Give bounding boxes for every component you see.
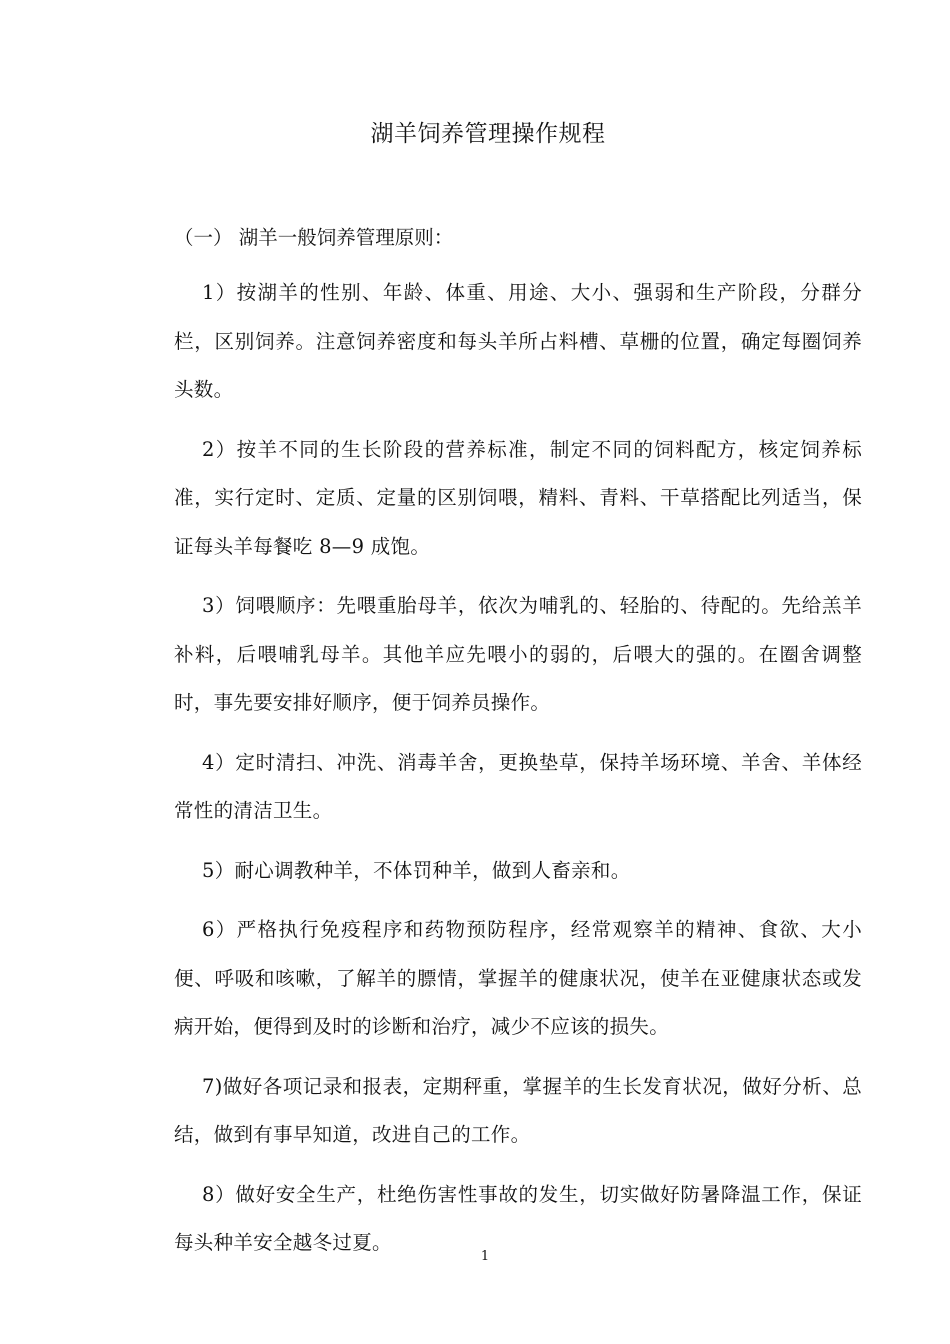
principle-item-3: 3）饲喂顺序：先喂重胎母羊，依次为哺乳的、轻胎的、待配的。先给羔羊补料，后喂哺乳母羊。其他羊应先喂小的弱的，后喂大的强的。在圈舍调整时，事先要安排好顺序，便于饲养员操作。 [174,594,862,714]
principles-list [174,269,862,1279]
principle-item-2: 2）按羊不同的生长阶段的营养标准，制定不同的饲料配方，核定饲养标准，实行定时、定质、定量的区别饲喂，精料、青料、干草搭配比列适当，保证每头羊每餐吃 8—9 成饱。 [174,437,862,558]
section-heading: （一） 湖羊一般饲养管理原则： [174,226,454,249]
principle-item-5: 5）耐心调教种羊，不体罚种羊，做到人畜亲和。 [202,858,631,882]
principle-item-6: 6）严格执行免疫程序和药物预防程序，经常观察羊的精神、食欲、大小便、呼吸和咳嗽，了解羊的膘情，掌握羊的健康状况，使羊在亚健康状态或发病开始，便得到及时的诊断和治疗，减少不应该的损失。 [174,918,862,1038]
principle-item-7: 7)做好各项记录和报表，定期秤重，掌握羊的生长发育状况，做好分析、总结，做到有事早知道，改进自己的工作。 [174,1074,862,1146]
page-number: 1 [480,1249,490,1264]
document-title: 湖羊饲养管理操作规程 [370,121,606,147]
principle-item-8: 8）做好安全生产，杜绝伤害性事故的发生，切实做好防暑降温工作，保证每头种羊安全越冬过夏。 [174,1182,862,1254]
principle-item-4: 4）定时清扫、冲洗、消毒羊舍，更换垫草，保持羊场环境、羊舍、羊体经常性的清洁卫生。 [174,750,862,822]
principle-item-1: 1）按湖羊的性别、年龄、体重、用途、大小、强弱和生产阶段，分群分栏，区别饲养。注意饲养密度和每头羊所占料槽、草栅的位置，确定每圈饲养头数。 [174,281,862,401]
